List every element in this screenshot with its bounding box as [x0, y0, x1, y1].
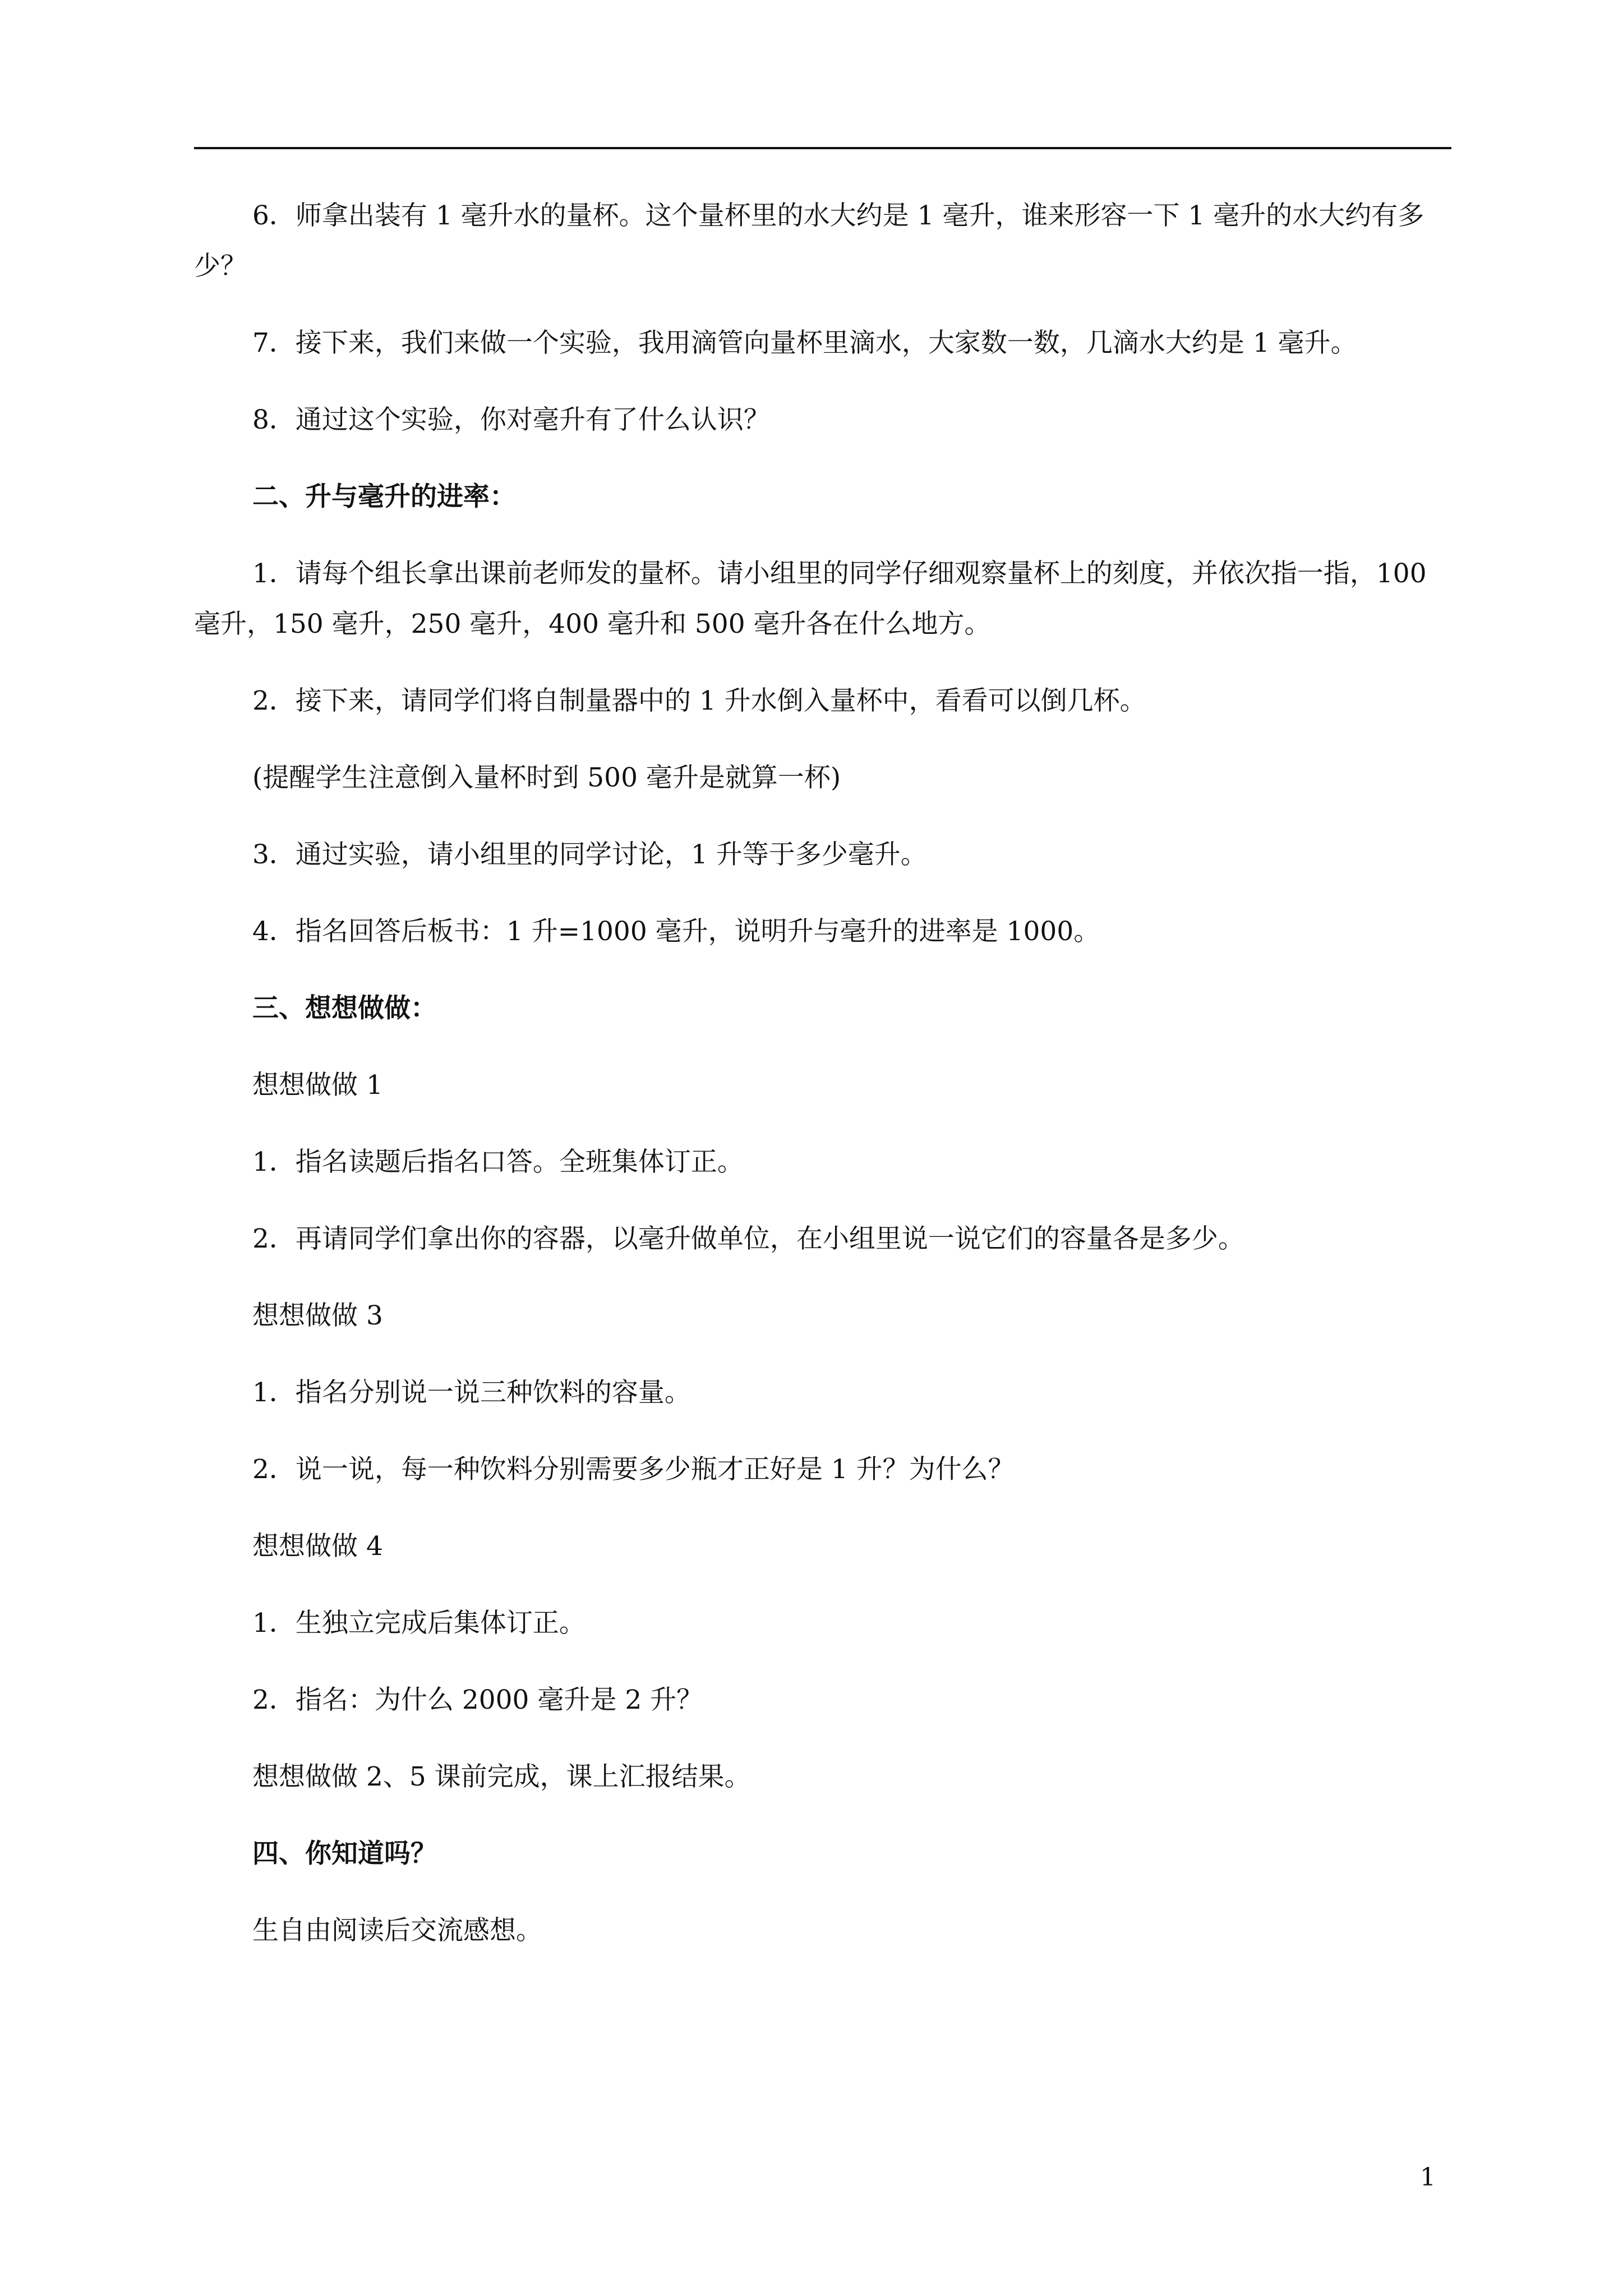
- section-heading-exercises: 三、想想做做：: [252, 993, 437, 1024]
- paragraph-reminder: (提醒学生注意倒入量杯时到 500 毫升是就算一杯): [252, 762, 841, 793]
- header-rule: [194, 147, 1451, 149]
- exercise-4-step-2: 2．指名：为什么 2000 毫升是 2 升？: [252, 1685, 703, 1715]
- paragraph-8-understanding: 8．通过这个实验，你对毫升有了什么认识？: [252, 404, 770, 435]
- page-number: 1: [1420, 2163, 1436, 2192]
- exercise-label-4: 想想做做 4: [252, 1531, 383, 1562]
- section-heading-conversion-rate: 二、升与毫升的进率：: [252, 481, 516, 512]
- section-heading-did-you-know: 四、你知道吗？: [252, 1838, 437, 1869]
- exercise-3-step-2: 2．说一说，每一种饮料分别需要多少瓶才正好是 1 升？为什么？: [252, 1454, 1015, 1485]
- paragraph-measuring-cup-scale: 1．请每个组长拿出课前老师发的量杯。请小组里的同学仔细观察量杯上的刻度，并依次指一指，100 毫升，150 毫升，250 毫升，400 毫升和 500 毫升各在什么地方。: [194, 558, 1435, 639]
- paragraph-7-dropper-experiment: 7．接下来，我们来做一个实验，我用滴管向量杯里滴水，大家数一数，几滴水大约是 1 毫升。: [252, 328, 1357, 358]
- paragraph-group-discussion: 3．通过实验，请小组里的同学讨论，1 升等于多少毫升。: [252, 839, 927, 870]
- paragraph-6-describe-1ml: 6．师拿出装有 1 毫升水的量杯。这个量杯里的水大约是 1 毫升，谁来形容一下 1 毫升的水大约有多少？: [194, 200, 1424, 282]
- paragraph-pour-water: 2．接下来，请同学们将自制量器中的 1 升水倒入量杯中，看看可以倒几杯。: [252, 685, 1146, 716]
- exercise-label-1: 想想做做 1: [252, 1070, 383, 1101]
- exercise-4-step-1: 1．生独立完成后集体订正。: [252, 1608, 585, 1639]
- document-body: [194, 191, 1451, 1982]
- exercise-1-step-1: 1．指名读题后指名口答。全班集体订正。: [252, 1147, 744, 1177]
- exercise-2-5-note: 想想做做 2、5 课前完成，课上汇报结果。: [252, 1761, 751, 1792]
- exercise-1-step-2: 2．再请同学们拿出你的容器，以毫升做单位，在小组里说一说它们的容量各是多少。: [252, 1223, 1244, 1254]
- exercise-3-step-1: 1．指名分别说一说三种饮料的容量。: [252, 1377, 691, 1408]
- paragraph-board-writing: 4．指名回答后板书：1 升=1000 毫升，说明升与毫升的进率是 1000。: [252, 916, 1100, 947]
- exercise-label-3: 想想做做 3: [252, 1300, 383, 1331]
- paragraph-free-reading: 生自由阅读后交流感想。: [252, 1915, 542, 1946]
